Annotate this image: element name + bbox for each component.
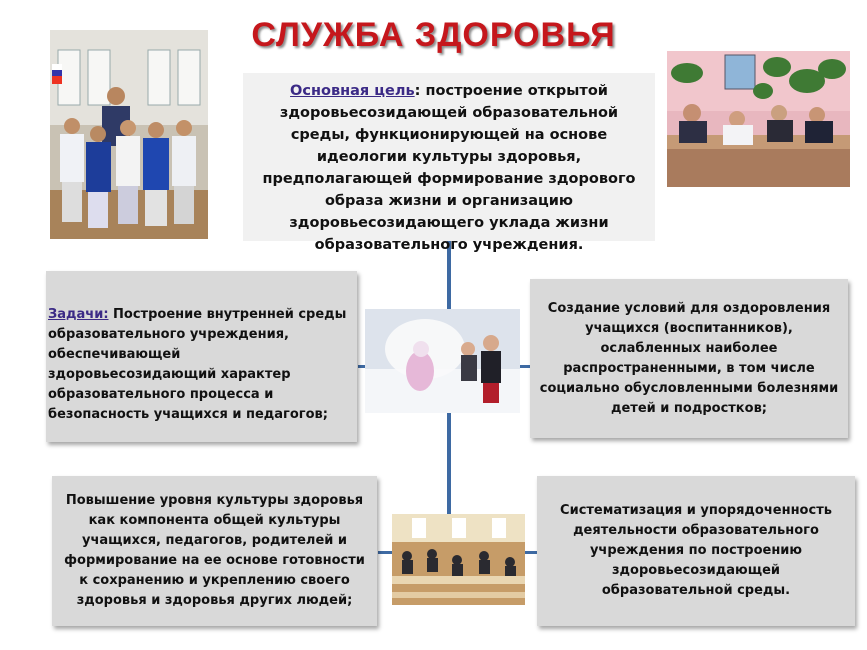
conditions-text: Создание условий для оздоровления учащихся (воспитанников), ослабленных наиболее распространенными, в том числе социально обусловленными болезнями детей и подростков; <box>539 300 839 416</box>
tasks-text: Построение внутренней среды образовательного учреждения, обеспечивающей здоровьесозидающий характер образовательного процесса и безопасность учащихся и педагогов; <box>48 307 347 422</box>
photo-sports-team <box>50 30 208 239</box>
system-text: Систематизация и упорядоченность деятельности образовательного учреждения по построению здоровьесозидающей образовательной среды. <box>560 503 832 598</box>
photo-classroom <box>667 51 850 187</box>
conditions-box <box>530 279 848 438</box>
goal-text: : построение открытой здоровьесозидающей образовательной среды, функционирующей на основе идеологии культуры здоровья, предполагающей формирование здорового образа жизни и организацию здоровьесозидающего уклада жизни образовательного учреждения. <box>262 83 636 253</box>
culture-text: Повышение уровня культуры здоровья как компонента общей культуры учащихся, педагогов, родителей и формирование на ее основе готовности к сохранению и укреплению своего здоровья и здоровья других людей; <box>64 493 365 608</box>
photo-winter-play <box>365 309 520 413</box>
tasks-box <box>46 271 357 442</box>
tasks-label: Задачи: <box>48 307 109 322</box>
photo-dining-hall <box>392 514 525 605</box>
culture-box <box>52 476 377 626</box>
goal-box <box>243 73 655 253</box>
page-title: СЛУЖБА ЗДОРОВЬЯ <box>251 16 616 54</box>
system-box <box>537 476 855 626</box>
goal-label: Основная цель <box>290 83 415 99</box>
